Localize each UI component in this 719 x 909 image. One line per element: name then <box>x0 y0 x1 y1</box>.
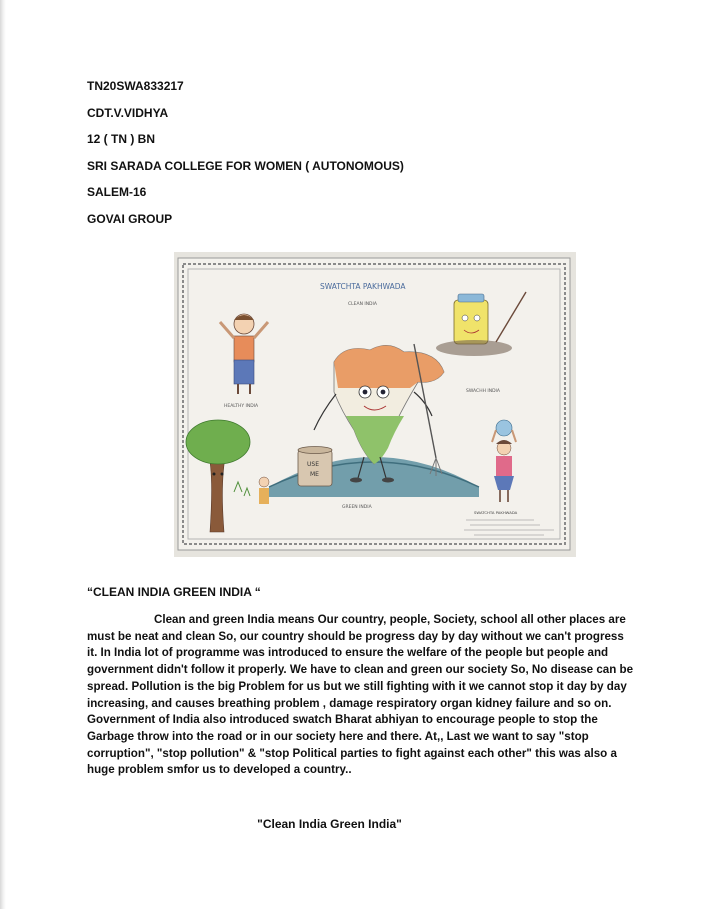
label-swachh-india: SWACHH INDIA <box>466 389 500 394</box>
drawing-title: SWATCHTA PAKHWADA <box>320 282 406 291</box>
poster-drawing <box>174 252 576 557</box>
drawing-caption: SWATCHTA PAKHWADA <box>474 510 518 515</box>
header-line-city: SALEM-16 <box>87 185 147 199</box>
header-line-group: GOVAI GROUP <box>87 211 173 226</box>
label-healthy-india: HEALTHY INDIA <box>224 404 259 409</box>
dustbin-label-me: ME <box>310 471 319 478</box>
header-line-id: TN20SWA833217 <box>87 79 184 93</box>
essay-body: Clean and green India means Our country, people, Society, school all other places are must be neat and clean So, our country should be progress day by day without we can't progress it. In India lot of programme was introduced to ensure the welfare of the people but people and government didn't follow it properly. We have to clean and green our society So, No disease can be spread. Pollution is the big Problem for us but we still fighting with it we cannot stop it day by day increasing, and causes breathing problem , damage respiratory organ kidney failure and so on. Government of India also introduced swatch Bharat abhiyan to encourage people to stop the Garbage throw into the road or in our society here and there. At,, Last we want to say "stop corruption", "stop pollution" & "stop Political parties to fight against each other" this was also a huge problem smfor us to developed a country.. <box>87 613 634 777</box>
page-edge <box>0 0 6 909</box>
label-green-india: GREEN INDIA <box>342 505 372 510</box>
label-clean-india: CLEAN INDIA <box>348 302 377 307</box>
header-line-unit: 12 ( TN ) BN <box>87 132 156 146</box>
closing-slogan: "Clean India Green India" <box>257 817 402 831</box>
header-line-name: CDT.V.VIDHYA <box>87 105 169 120</box>
essay-title: “CLEAN INDIA GREEN INDIA “ <box>87 585 261 599</box>
header-line-college: SRI SARADA COLLEGE FOR WOMEN ( AUTONOMOUS) <box>87 158 404 173</box>
header-block <box>87 79 404 238</box>
dustbin-label-use: USE <box>307 461 319 468</box>
